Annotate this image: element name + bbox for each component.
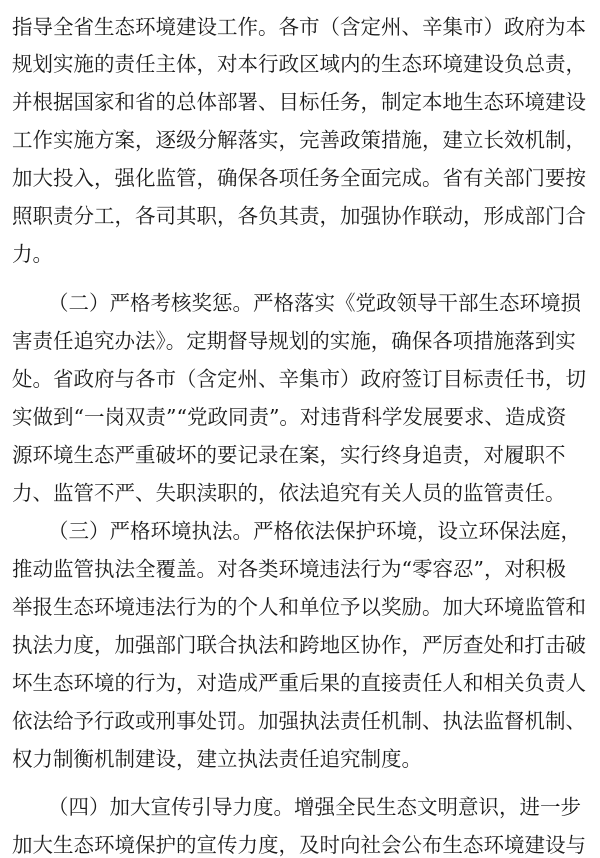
text-line: 照职责分工，各司其职，各负其责，加强协作联动，形成部门合 <box>12 204 586 228</box>
text-line: 执法力度，加强部门联合执法和跨地区协作，严厉查处和打击破 <box>12 633 586 657</box>
text-line: 处。省政府与各市（含定州、辛集市）政府签订目标责任书，切 <box>12 367 586 391</box>
text-line: 力。 <box>12 242 53 266</box>
text-line: 推动监管执法全覆盖。对各类环境违法行为“零容忍”，对积极 <box>12 557 566 581</box>
text-line: 坏生态环境的行为，对造成严重后果的直接责任人和相关负责人 <box>12 671 586 695</box>
text-line: 依法给予行政或刑事处罚。加强执法责任机制、执法监督机制、 <box>12 709 586 733</box>
text-line: 举报生态环境违法行为的个人和单位予以奖励。加大环境监管和 <box>12 595 586 619</box>
text-line: 指导全省生态环境建设工作。各市（含定州、辛集市）政府为本 <box>12 15 586 39</box>
section-heading-line: （三）严格环境执法。严格依法保护环境，设立环保法庭， <box>48 519 581 543</box>
text-line: 加大生态环境保护的宣传力度，及时向社会公布生态环境建设与 <box>12 833 586 857</box>
section-heading-line: （四）加大宣传引导力度。增强全民生态文明意识，进一步 <box>48 795 581 819</box>
text-line: 实做到“一岗双责”“党政同责”。对违背科学发展要求、造成资 <box>12 405 567 429</box>
text-line: 源环境生态严重破坏的要记录在案，实行终身追责，对履职不 <box>12 443 566 467</box>
text-line: 权力制衡机制建设，建立执法责任追究制度。 <box>12 747 422 771</box>
text-line: 规划实施的责任主体，对本行政区域内的生态环境建设负总责， <box>12 52 586 76</box>
text-line: 加大投入，强化监管，确保各项任务全面完成。省有关部门要按 <box>12 166 586 190</box>
text-line: 害责任追究办法》。定期督导规划的实施，确保各项措施落到实 <box>12 329 576 353</box>
text-line: 工作实施方案，逐级分解落实，完善政策措施，建立长效机制， <box>12 128 586 152</box>
text-line: 力、监管不严、失职渎职的，依法追究有关人员的监管责任。 <box>12 481 566 505</box>
section-heading-line: （二）严格考核奖惩。严格落实《党政领导干部生态环境损 <box>48 291 581 315</box>
text-line: 并根据国家和省的总体部署、目标任务，制定本地生态环境建设 <box>12 90 586 114</box>
